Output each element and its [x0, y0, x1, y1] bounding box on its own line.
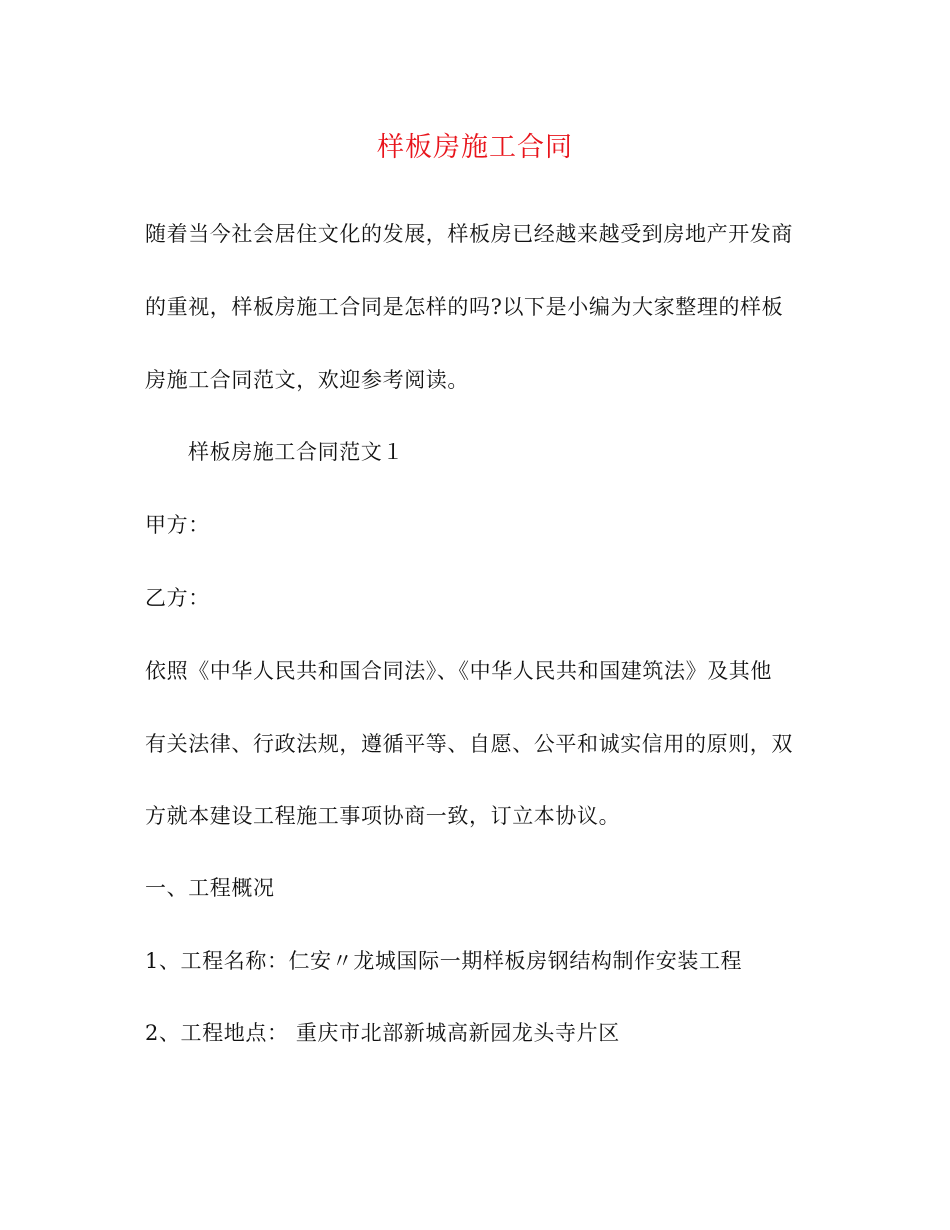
- project-location-line: 2、工程地点： 重庆市北部新城高新园龙头寺片区: [145, 1021, 620, 1045]
- party-b-label: 乙方：: [145, 586, 210, 610]
- preamble-line-2: 有关法律、行政法规，遵循平等、自愿、公平和诚实信用的原则，双: [145, 732, 793, 756]
- clause-heading: 一、工程概况: [145, 876, 275, 900]
- intro-line-2: 的重视，样板房施工合同是怎样的吗?以下是小编为大家整理的样板: [145, 295, 784, 319]
- document-title: 样板房施工合同: [377, 132, 573, 163]
- intro-line-1: 随着当今社会居住文化的发展，样板房已经越来越受到房地产开发商: [145, 222, 793, 246]
- section-heading: 样板房施工合同范文１: [188, 440, 404, 464]
- preamble-line-1: 依照《中华人民共和国合同法》、《中华人民共和国建筑法》及其他: [145, 659, 772, 683]
- intro-line-3: 房施工合同范文，欢迎参考阅读。: [145, 368, 469, 392]
- project-name-line: 1、工程名称：仁安〃龙城国际一期样板房钢结构制作安装工程: [145, 949, 743, 973]
- preamble-line-3: 方就本建设工程施工事项协商一致，订立本协议。: [145, 804, 621, 828]
- party-a-label: 甲方：: [145, 513, 210, 537]
